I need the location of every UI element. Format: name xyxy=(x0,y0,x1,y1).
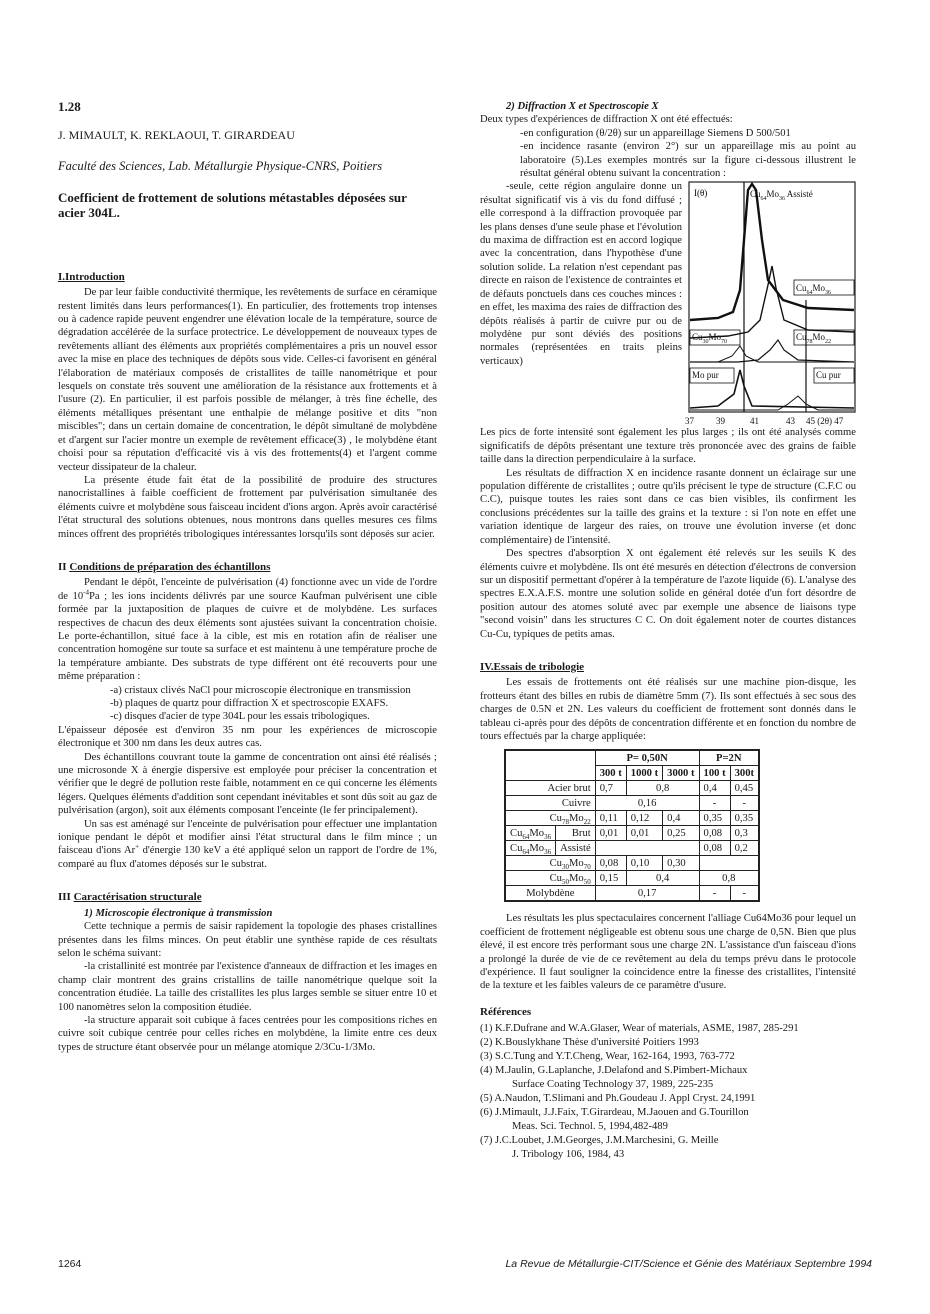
reference-item-continued: Surface Coating Technology 37, 1989, 225-235 xyxy=(512,1078,714,1090)
reference-item-continued: J. Tribology 106, 1984, 43 xyxy=(512,1148,625,1160)
table-row: $Cu_{78}Mo_{22}$ 0,11 0,12 0,4 0,35 0,35 xyxy=(505,811,759,826)
table-row-label: $Cu_{50}Mo_{50}$ xyxy=(505,871,595,886)
conditions-paragraph-1: Pendant le dépôt, l'enceinte de pulvérisation (4) fonctionne avec un vide de l'ordre de $10^{-4}Pa$ ; les ions incidents délivrés par une source Kaufman pulvérisent une cible formée par la juxtaposition de plaques de cuivre et de molybdène. Les surfaces respectives de chacun des deux éléments sont ajustées suivant la concentration choisie. Le porte-échantillon, situé face à la cible, est mis en rotation afin de réaliser une concentration homogène sur toute sa surface et est maintenu à une température proche de la température ambiante. Des substrats de type différent ont été recouverts pour une même préparation : xyxy=(58,577,437,683)
paper-title: Coefficient de frottement de solutions métastables déposées sur acier 304L. xyxy=(58,189,407,221)
table-row-label: $Cu_{78}Mo_{22}$ xyxy=(505,811,595,826)
reference-item-continued: Meas. Sci. Technol. 5, 1994,482-489 xyxy=(512,1120,668,1132)
structure-paragraph-6: Les résultats de diffraction X en incidence rasante donnent un éclairage sur une population différente de cristallites ; outre qu'ils précisent le type de structure (C.F.C ou C.C), puisque toutes les raies sont dans ce cas bien visibles, ils confirment les conclusions précédentes sur la taille des grains et la texture : si l'on note en effet une variation identique de largeur des raies, on trouve une évolution inverse (et donc complémentaire) de l'intensité. xyxy=(480,467,856,546)
table-row-label: $Cu_{30}Mo_{70}$ xyxy=(505,856,595,871)
conditions-paragraph-3: Des échantillons couvrant toute la gamme de concentration ont ainsi été réalisés ; une microsonde X à énergie dispersive est employée pour préciser la concentration et vérifier que le degré de pollution reste faible, notamment en ce qui concerne les éléments légers. Quelques éléments d'addition sont cependant inévitables et sont dûs soit au gaz de pulvérisation (argon), soit aux éléments composant l'enceinte (le fer principalement). xyxy=(58,751,437,817)
section-heading-tribology: IV.Essais de tribologie xyxy=(480,660,585,673)
curve-label-cu30mo70: $Cu_{30}Mo_{70}$ xyxy=(692,332,728,346)
x-tick-label: 43 xyxy=(786,416,795,427)
structure-paragraph-3: -la structure apparait soit cubique à faces centrées pour les compositions riches en cuivre soit cubique centrée pour celles riches en molybdène, la limite entre ces deux types de structure étant observée pour un mélange atomique 2/3Cu-1/3Mo. xyxy=(58,1014,437,1053)
friction-coefficient-table xyxy=(504,749,760,902)
table-row: $Cu_{64}Mo_{36}$ Assisté 0,08 0,2 xyxy=(505,841,759,856)
reference-item: (7) J.C.Loubet, J.M.Georges, J.M.Marchesini, G. Meille xyxy=(480,1134,719,1146)
conditions-paragraph-4: Un sas est aménagé sur l'enceinte de pulvérisation pour effectuer une implantation ionique pendant le dépôt et modifier ainsi l'état structural dans le film mince ; un faisceau d'ions Ar+ d'énergie 130 keV a été appliqué selon un rapport de l'ordre de 1%, comparé au flux d'atomes déposés sur le substrat. xyxy=(58,818,437,870)
reference-item: (2) K.Bouslykhane Thèse d'université Poitiers 1993 xyxy=(480,1036,699,1048)
diffraction-spectrum-figure xyxy=(685,180,858,427)
reference-item: (5) A.Naudon, T.Slimani and Ph.Goudeau J. Appl Cryst. 24,1991 xyxy=(480,1092,756,1104)
x-tick-label: 41 xyxy=(750,416,759,427)
curve-label-cu-pur: Cu pur xyxy=(816,370,841,381)
y-axis-label: I(θ) xyxy=(694,188,708,199)
figure-side-text: -seule, cette région angulaire donne un résultat significatif vis à vis du fond diffusé ; elle correspond à la diffraction provoquée par les plans denses d'une seule phase et l'évolution du maxima de diffraction est en accord logique avec la concentration, dans l'hypothèse d'une solution solide. La relation n'est cependant pas directe en raison de l'existence de contraintes et de défauts ponctuels dans ces couches minces : en effet, les maxima des raies de diffraction des dépôts réalisés à partir de cuivre pur ou de molydène pur sont déviés des positions normales (représentées en traits pleins verticaux) xyxy=(480,181,682,367)
table-col-header: 3000 t xyxy=(663,766,699,781)
table-row: $Cu_{64}Mo_{36}$ Brut 0,01 0,01 0,25 0,08 0,3 xyxy=(505,826,759,841)
paper-number: 1.28 xyxy=(58,99,81,114)
table-col-header: 300 t xyxy=(595,766,626,781)
curve-label-cu78mo22: $Cu_{78}Mo_{22}$ xyxy=(796,332,832,346)
x-tick-label: 39 xyxy=(716,416,725,427)
curve-label-mo-pur: Mo pur xyxy=(692,370,719,381)
right-column xyxy=(480,100,856,1162)
structure-paragraph-2: -la cristallinité est montrée par l'existence d'anneaux de diffraction et les images en champ clair montrent des grains cristallins de taille nanométrique quelque soit la concentration étudiée. La taille des cristallites les plus larges semble se situer entre 10 et 100 nanomètres selon la composition étudiée. xyxy=(58,961,437,1013)
figure-region xyxy=(480,180,856,426)
tribology-paragraph-2: Les résultats les plus spectaculaires concernent l'alliage Cu64Mo36 pour lequel un coefficient de frottement négligeable est obtenu sous une charge de 0,5N. Bien que plus élevé, il est encore très performant sous une charge 2N. L'assistance d'un faisceau d'ions a prolongé la durée de vie de ce revêtement au dela du temps prévu dans le protocole d'expérience. Il faut souligner la coincidence entre la finesse des cristallites, l'intensité de la texture et les faibles valeurs de ce paramètre d'usure. xyxy=(480,913,856,992)
x-tick-label: 37 xyxy=(685,416,694,427)
table-row-label: $Cu_{64}Mo_{36}$ xyxy=(505,826,556,841)
table-col-header: 300t xyxy=(730,766,759,781)
section-heading-introduction: I.Introduction xyxy=(58,270,125,283)
table-col-header: 1000 t xyxy=(626,766,662,781)
affiliation: Faculté des Sciences, Lab. Métallurgie Physique-CNRS, Poitiers xyxy=(58,158,383,173)
list-item: -en configuration (θ/2θ) sur un appareillage Siemens D 500/501 xyxy=(520,127,791,139)
conditions-paragraph-2: L'épaisseur déposée est d'environ 35 nm pour les expériences de microscopie électronique et 300 nm dans les deux autres cas. xyxy=(58,724,437,750)
x-tick-label: 45 (2θ) 47 xyxy=(806,416,844,427)
journal-footer: La Revue de Métallurgie-CIT/Science et Génie des Matériaux Septembre 1994 xyxy=(505,1258,872,1270)
curve-cu64mo36-assiste xyxy=(690,184,854,320)
reference-item: (6) J.Mimault, J.J.Faix, T.Girardeau, M.Jaouen and G.Tourillon xyxy=(480,1106,749,1118)
list-item: -b) plaques de quartz pour diffraction X et spectroscopie EXAFS. xyxy=(110,698,389,709)
table-row: Acier brut 0,7 0,8 0,4 0,45 xyxy=(505,781,759,796)
structure-paragraph-1: Cette technique a permis de saisir rapidement la topologie des phases cristallines présentes dans les films minces. On peut établir une synthèse rapide de ces résultats selon le schéma suivant: xyxy=(58,921,437,959)
list-item: -a) cristaux clivés NaCl pour microscopie électronique en transmission xyxy=(110,684,411,696)
left-column xyxy=(58,100,437,1054)
tribology-paragraph-1: Les essais de frottements ont été réalisés sur une machine pion-disque, les frotteurs étant des billes en rubis de diamètre 5mm (7). Ils sont effectués à sec sous des charges de 0.5N et 2N. Les valeurs du coefficient de frottement sont donnés dans le tableau ci-après pour des dépôts de concentration différente et en fonction du nombre de tours effectués par la charge appliquée: xyxy=(480,677,856,742)
curve-label-cu64mo36: $Cu_{64}Mo_{36}$ xyxy=(796,283,832,297)
section-heading-structure: III Caractérisation structurale xyxy=(58,891,202,904)
subsection-heading: 1) Microscopie électronique à transmission xyxy=(84,907,273,919)
table-row: $Cu_{30}Mo_{70}$ 0,08 0,10 0,30 xyxy=(505,856,759,871)
table-row: Cuivre 0,16 - - xyxy=(505,796,759,811)
table-col-header: 100 t xyxy=(699,766,730,781)
table-group-header: P=2N xyxy=(699,750,759,766)
intro-paragraph-2: La présente étude fait état de la possibilité de produire des structures nanocristallines à faible coefficient de frottement par pulvérisation simultanée des éléments cuivre et molybdène sous faisceau incident d'ions argon. Après avoir caractérisé l'état structural des solutions obtenues, nous montrons dans quelles mesures ces films minces offrent des propriétés tribologiques intéressantes lorsqu'ils sont déposés sur acier. xyxy=(58,474,437,540)
table-row-label: $Cu_{64}Mo_{36}$ xyxy=(505,841,556,856)
reference-item: (1) K.F.Dufrane and W.A.Glaser, Wear of materials, ASME, 1987, 285-291 xyxy=(480,1022,799,1034)
intro-paragraph-1: De par leur faible conductivité thermique, les revêtements de surface en céramique restent limités dans leurs performances(1). En particulier, des frottements trop intenses ou à cadence rapide peuvent engendrer une élévation locale de la température, source de dégradation accélérée de la surface protectrice. Le développement de nouveaux types de revêtements alliant des éléments aux propriétés complémentaires a pris un nouvel essor avec la mise en place des techniques de dépôts sous vide. Celles-ci favorisent en général l'élaboration de matériaux composés de cristallites de taille nanométrique et pour lesquels on constate très souvent une amélioration de la résistance aux frottements et à l'usure (2). En particulier, il est parfois possible de mélanger, à très fine échelle, des éléments métalliques présentant une enthalpie de mélange positive et dits "non miscibles"; dans un certain domaine de concentration, le dépôt simultané de molybdène et d'argent sur l'acier montre un exemple de revêtement efficace(3) , le molybdène étant choisi pour sa réputation d'efficacité vis à vis des frottements(4) et l'argent comme vecteur dissipateur de la chaleur. xyxy=(58,287,437,473)
references xyxy=(480,1005,856,1162)
curve-label-cu64mo36-assiste: $Cu_{64}Mo_{36}$ Assisté xyxy=(750,189,813,203)
table-row: Molybdène 0,17 - - xyxy=(505,886,759,902)
list-item: -en incidence rasante (environ 2°) sur un appareillage mis au point au laboratoire (5).Les exemples montrés sur la figure ci-dessous illustrent le résultat général obtenu suivant la concentration : xyxy=(520,141,856,180)
table-row: $Cu_{50}Mo_{50}$ 0,15 0,4 0,8 xyxy=(505,871,759,886)
table-header-row xyxy=(505,750,759,766)
subsection-heading: 2) Diffraction X et Spectroscopie X xyxy=(506,101,659,112)
curve-cu64mo36 xyxy=(690,266,854,338)
references-heading: Références xyxy=(480,1005,532,1018)
reference-item: (4) M.Jaulin, G.Laplanche, J.Delafond and S.Pimbert-Michaux xyxy=(480,1064,748,1076)
page-number: 1264 xyxy=(58,1258,82,1270)
reference-item: (3) S.C.Tung and Y.T.Cheng, Wear, 162-164, 1993, 763-772 xyxy=(480,1050,735,1062)
authors: J. MIMAULT, K. REKLAOUI, T. GIRARDEAU xyxy=(58,128,295,143)
list-item: -c) disques d'acier de type 304L pour les essais tribologiques. xyxy=(110,711,370,723)
table-header-row xyxy=(505,766,759,781)
table-group-header: P= 0,50N xyxy=(595,750,699,766)
structure-paragraph-4: Deux types d'expériences de diffraction X ont été effectués: xyxy=(480,114,733,126)
section-heading-conditions: II Conditions de préparation des échantillons xyxy=(58,560,271,573)
structure-paragraph-7: Des spectres d'absorption X ont également été relevés sur les seuils K des éléments cuivre et molybdène. Ils ont été mesurés en détection d'électrons de conversion sur un dispositif permettant d'opérer à la température de l'azote liquide (6). L'analyse des spectres E.X.A.F.S. montre une solution solide en général dotée d'un fort désordre de position autour des atomes soluté avec par exemple une absence de liaisons type "second voisin" dans les structures C C. On doit également noter de courtes distances Cu-Cu, typiques de petits amas. xyxy=(480,548,856,640)
structure-paragraph-5: Les pics de forte intensité sont également les plus larges ; ils ont été analysés comme significatifs de dépôts présentant une texture très prononcée avec des grains de faible taille dans la direction perpendiculaire à la surface. xyxy=(480,427,856,466)
